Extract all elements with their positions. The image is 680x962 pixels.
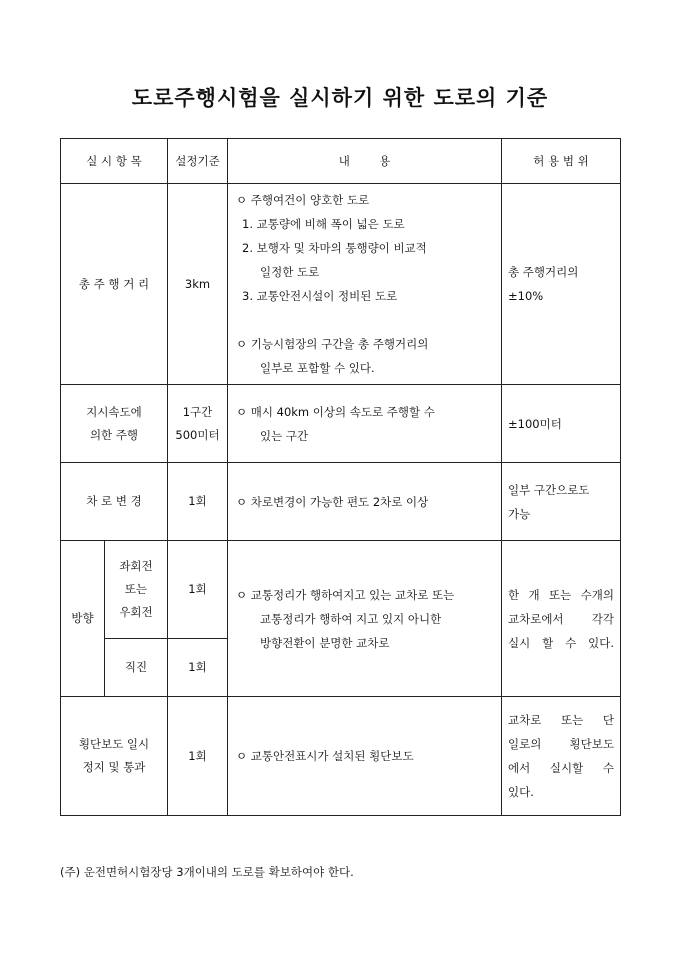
speed-content-line: ㅇ 매시 40km 이상의 속도로 주행할 수 (236, 404, 435, 419)
distance-content (228, 184, 502, 385)
direction-allowance-line: 교차로에서 각각 (508, 611, 614, 626)
table-row-crosswalk (61, 697, 621, 816)
distance-content-line: ㅇ 주행여건이 양호한 도로 (236, 193, 370, 207)
crosswalk-allowance-line: 교차로 또는 단 (508, 713, 614, 727)
table-row-lane (61, 463, 621, 541)
distance-content-line: 일정한 도로 (260, 265, 320, 279)
turn-item (105, 541, 168, 639)
lane-allowance-line: 가능 (508, 506, 531, 521)
lane-standard: 1회 (168, 463, 228, 541)
distance-standard: 3km (168, 184, 228, 385)
table-row-turn (61, 541, 621, 639)
distance-allowance (502, 184, 621, 385)
crosswalk-content: ㅇ 교통안전표시가 설치된 횡단보도 (228, 697, 502, 816)
distance-item: 총 주 행 거 리 (61, 184, 168, 385)
distance-content-line: 1. 교통량에 비해 폭이 넓은 도로 (242, 217, 405, 231)
distance-allowance-line: ±10% (508, 289, 544, 303)
crosswalk-allowance (502, 697, 621, 816)
crosswalk-allowance-line: 에서 실시할 수 (508, 761, 614, 775)
header-allowance: 허 용 범 위 (502, 139, 621, 184)
header-item: 실 시 항 목 (61, 139, 168, 184)
table-row-speed (61, 385, 621, 463)
distance-allowance-line: 총 주행거리의 (508, 265, 579, 279)
table-header-row (61, 139, 621, 184)
speed-item-line: 의한 주행 (89, 427, 139, 442)
distance-content-line: 일부로 포함할 수 있다. (260, 361, 375, 375)
crosswalk-allowance-line: 일로의 횡단보도 (508, 737, 614, 751)
distance-content-line: 2. 보행자 및 차마의 통행량이 비교적 (242, 241, 427, 255)
table-row-distance (61, 184, 621, 385)
turn-item-line: 우회전 (119, 605, 153, 619)
lane-item: 차 로 변 경 (61, 463, 168, 541)
footnote: (주) 운전면허시험장당 3개이내의 도로를 확보하여야 한다. (60, 865, 354, 879)
road-criteria-table (60, 138, 621, 816)
distance-content-line: 3. 교통안전시설이 정비된 도로 (242, 289, 398, 303)
direction-content-line: 교통정리가 행하여 지고 있지 아니한 (260, 611, 442, 626)
direction-group: 방향 (61, 541, 105, 697)
straight-standard: 1회 (168, 639, 228, 697)
turn-item-line: 좌회전 (119, 559, 153, 573)
crosswalk-item (61, 697, 168, 816)
speed-item-line: 지시속도에 (86, 404, 142, 419)
direction-content-line: 방향전환이 분명한 교차로 (260, 635, 390, 650)
turn-standard: 1회 (168, 541, 228, 639)
speed-allowance: ±100미터 (502, 385, 621, 463)
direction-content-line: ㅇ 교통정리가 행하여지고 있는 교차로 또는 (236, 587, 455, 602)
page-title: 도로주행시험을 실시하기 위한 도로의 기준 (131, 85, 549, 110)
straight-item: 직진 (105, 639, 168, 697)
header-content: 내 용 (228, 139, 502, 184)
lane-allowance (502, 463, 621, 541)
direction-allowance (502, 541, 621, 697)
header-standard: 설정기준 (168, 139, 228, 184)
direction-allowance-line: 한 개 또는 수개의 (508, 587, 614, 602)
crosswalk-item-line: 정지 및 통과 (82, 760, 146, 774)
distance-content-line: ㅇ 기능시험장의 구간을 총 주행거리의 (236, 337, 429, 351)
lane-allowance-line: 일부 구간으로도 (508, 482, 590, 497)
crosswalk-standard: 1회 (168, 697, 228, 816)
direction-allowance-line: 실시 할 수 있다. (508, 635, 614, 650)
lane-content: ㅇ 차로변경이 가능한 편도 2차로 이상 (228, 463, 502, 541)
speed-content (228, 385, 502, 463)
speed-standard-line: 500미터 (175, 427, 220, 442)
turn-item-line: 또는 (124, 582, 148, 596)
speed-standard-line: 1구간 (182, 404, 213, 419)
direction-content (228, 541, 502, 697)
speed-standard (168, 385, 228, 463)
crosswalk-item-line: 횡단보도 일시 (78, 737, 150, 751)
speed-item (61, 385, 168, 463)
speed-content-line: 있는 구간 (260, 428, 309, 443)
crosswalk-allowance-line: 있다. (508, 785, 534, 799)
